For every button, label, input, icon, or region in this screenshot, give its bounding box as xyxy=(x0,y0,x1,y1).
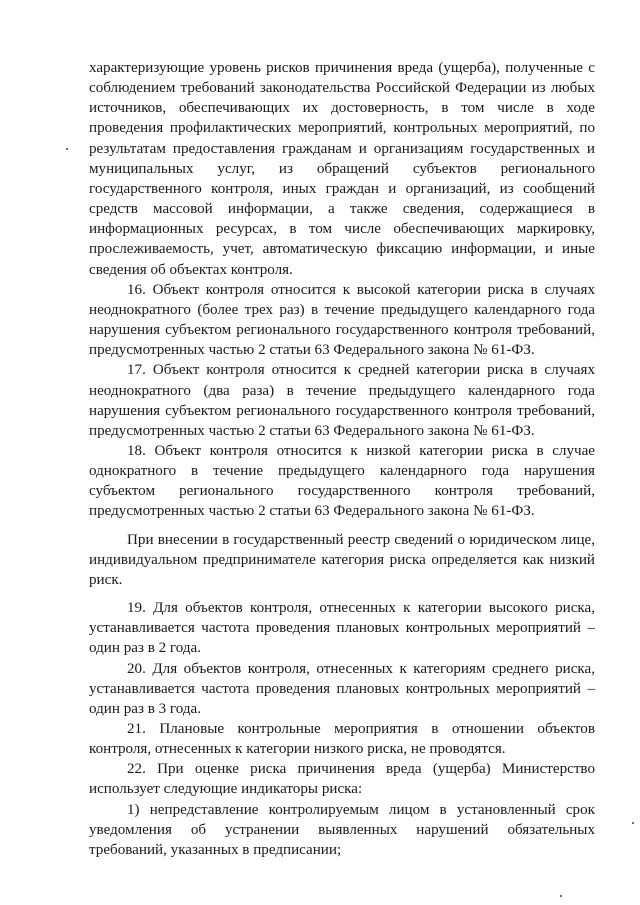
document-body xyxy=(89,58,595,860)
paragraph-item-22: 22. При оценке риска причинения вреда (ущерба) Министерство использует следующие индикаторы риска: xyxy=(89,761,595,798)
paragraph-item-18: 18. Объект контроля относится к низкой категории риска в случае однократного в течение предыдущего календарного года нарушения субъектом регионального государственного контроля требований, предусмотренных частью 2 статьи 63 Федерального закона № 61-ФЗ. xyxy=(89,442,595,520)
paragraph-item-17: 17. Объект контроля относится к средней категории риска в случаях неоднократного (два раза) в течение предыдущего календарного года нарушения субъектом регионального государственного контроля требований, предусмотренных частью 2 статьи 63 Федерального закона № 61-ФЗ. xyxy=(89,362,595,439)
paragraph-item-19: 19. Для объектов контроля, отнесенных к категории высокого риска, устанавливается частота проведения плановых контрольных мероприятий – один раз в 2 года. xyxy=(89,600,595,657)
paragraph-item-21: 21. Плановые контрольные мероприятия в отношении объектов контроля, отнесенных к категории низкого риска, не проводятся. xyxy=(89,721,595,758)
paragraph-item-20: 20. Для объектов контроля, отнесенных к категориям среднего риска, устанавливается частота проведения плановых контрольных мероприятий – один раз в 3 года. xyxy=(89,660,595,717)
paragraph-registry-note: При внесении в государственный реестр сведений о юридическом лице, индивидуальном предпринимателе категория риска определяется как низкий риск. xyxy=(89,531,595,588)
paragraph-item-16: 16. Объект контроля относится к высокой категории риска в случаях неоднократного (более трех раз) в течение предыдущего календарного года нарушения субъектом регионального государственного контроля требований, предусмотренных частью 2 статьи 63 Федерального закона № 61-ФЗ. xyxy=(89,281,595,359)
paragraph-indicator-1: 1) непредставление контролируемым лицом в установленный срок уведомления об устранении выявленных нарушений обязательных требований, указанных в предписании; xyxy=(89,801,595,858)
scan-speck xyxy=(560,895,562,897)
scan-speck xyxy=(66,148,68,150)
scan-speck xyxy=(632,822,634,824)
paragraph-risk-info-continuation: характеризующие уровень рисков причинения вреда (ущерба), полученные с соблюдением требований законодательства Российской Федерации из любых источников, обеспечивающих их достоверность, в том числе в ходе проведения профилактических мероприятий, контрольных мероприятий, по результатам предоставления гражданам и организациям государственных и муниципальных услуг, из обращений субъектов регионального государственного контроля, иных граждан и организаций, из сообщений средств массовой информации, а также сведения, содержащиеся в информационных ресурсах, в том числе обеспечивающих маркировку, прослеживаемость, учет, автоматическую фиксацию информации, и иные сведения об объектах контроля. xyxy=(89,60,595,278)
